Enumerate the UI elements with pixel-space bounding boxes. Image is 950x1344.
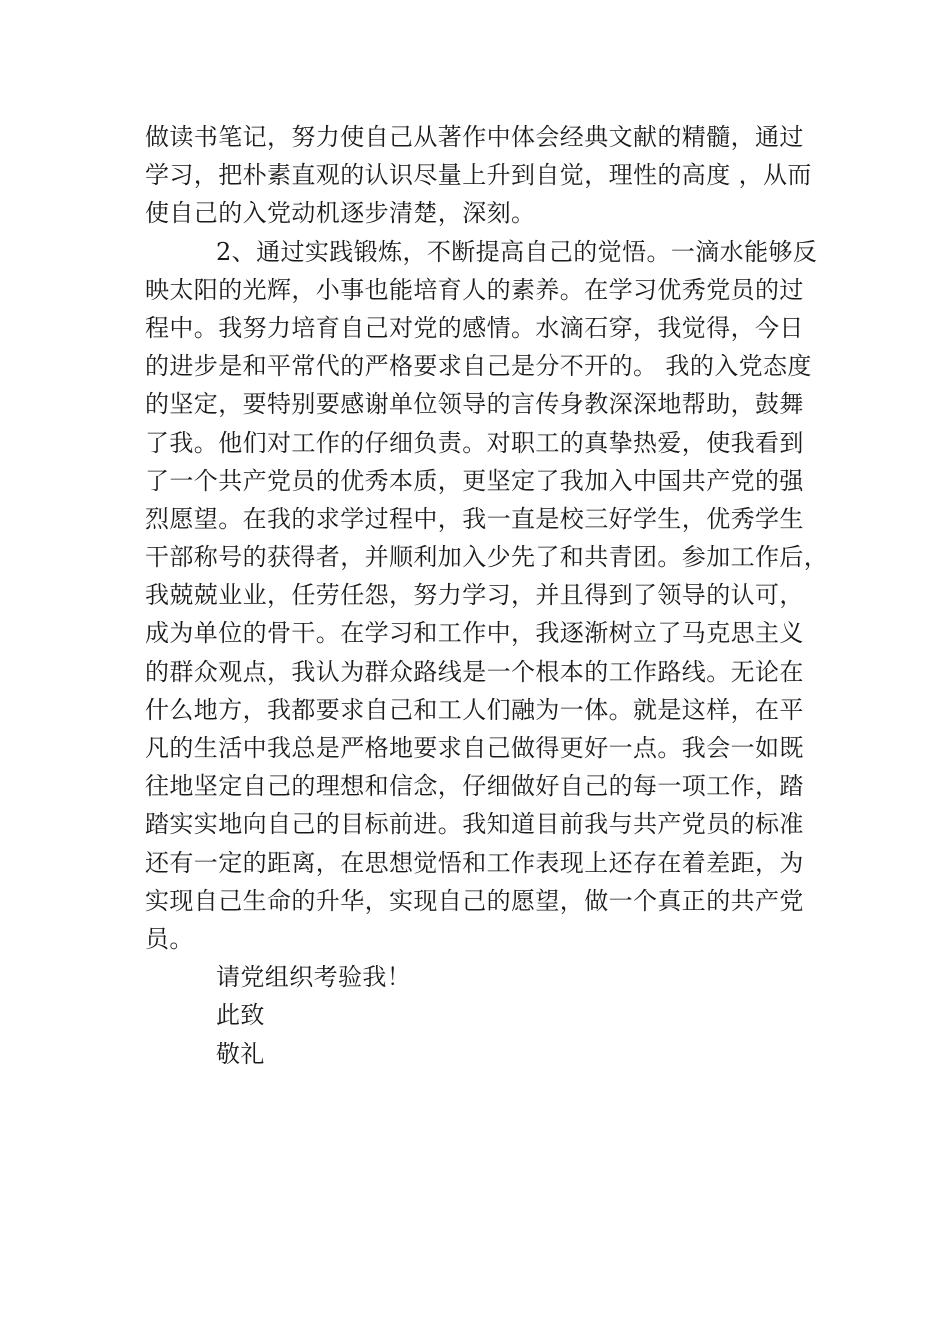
closing-request: 请党组织考验我！: [216, 963, 412, 992]
text-line: 还有一定的距离，在思想觉悟和工作表现上还存在着差距，为: [145, 848, 804, 877]
text-line: 使自己的入党动机逐步清楚，深刻。: [145, 199, 536, 228]
text-line: 我兢兢业业，任劳任怨，努力学习，并且得到了领导的认可，: [145, 581, 804, 610]
text-line: 了一个共产党员的优秀本质，更坚定了我加入中国共产党的强: [145, 466, 804, 495]
text-line: 程中。我努力培育自己对党的感情。水滴石穿，我觉得，今日: [145, 313, 804, 342]
text-line: 做读书笔记，努力使自己从著作中体会经典文献的精髓，通过: [145, 123, 804, 151]
text-line: 学习，把朴素直观的认识尽量上升到自觉，理性的高度 ，从而: [145, 161, 812, 190]
salutation-cizhi: 此致: [216, 1001, 265, 1030]
text-line: 什么地方，我都要求自己和工人们融为一体。就是这样，在平: [145, 695, 804, 724]
text-line: 的坚定，要特别要感谢单位领导的言传身教深深地帮助，鼓舞: [145, 390, 804, 419]
letter-body: [145, 118, 829, 1073]
text-line: 映太阳的光辉，小事也能培育人的素养。在学习优秀党员的过: [145, 275, 804, 304]
text-line: 踏实实地向自己的目标前进。我知道目前我与共产党员的标准: [145, 810, 804, 839]
text-line: 往地坚定自己的理想和信念，仔细做好自己的每一项工作，踏: [145, 772, 804, 801]
text-line: 的群众观点，我认为群众路线是一个根本的工作路线。无论在: [145, 657, 804, 686]
paragraph-start-line: 2、通过实践锻炼，不断提高自己的觉悟。一滴水能够反: [216, 237, 818, 266]
salutation-jingli: 敬礼: [216, 1039, 265, 1068]
text-line: 的进步是和平常代的严格要求自己是分不开的。 我的入党态度: [145, 352, 812, 381]
text-line: 实现自己生命的升华，实现自己的愿望，做一个真正的共产党: [145, 886, 804, 915]
text-line: 了我。他们对工作的仔细负责。对职工的真挚热爱，使我看到: [145, 428, 804, 457]
text-line: 干部称号的获得者，并顺利加入少先了和共青团。参加工作后，: [145, 543, 829, 572]
text-line: 凡的生活中我总是严格地要求自己做得更好一点。我会一如既: [145, 734, 804, 762]
text-line: 员。: [145, 924, 194, 953]
text-line: 烈愿望。在我的求学过程中，我一直是校三好学生，优秀学生: [145, 504, 804, 533]
text-line: 成为单位的骨干。在学习和工作中，我逐渐树立了马克思主义: [145, 619, 804, 648]
